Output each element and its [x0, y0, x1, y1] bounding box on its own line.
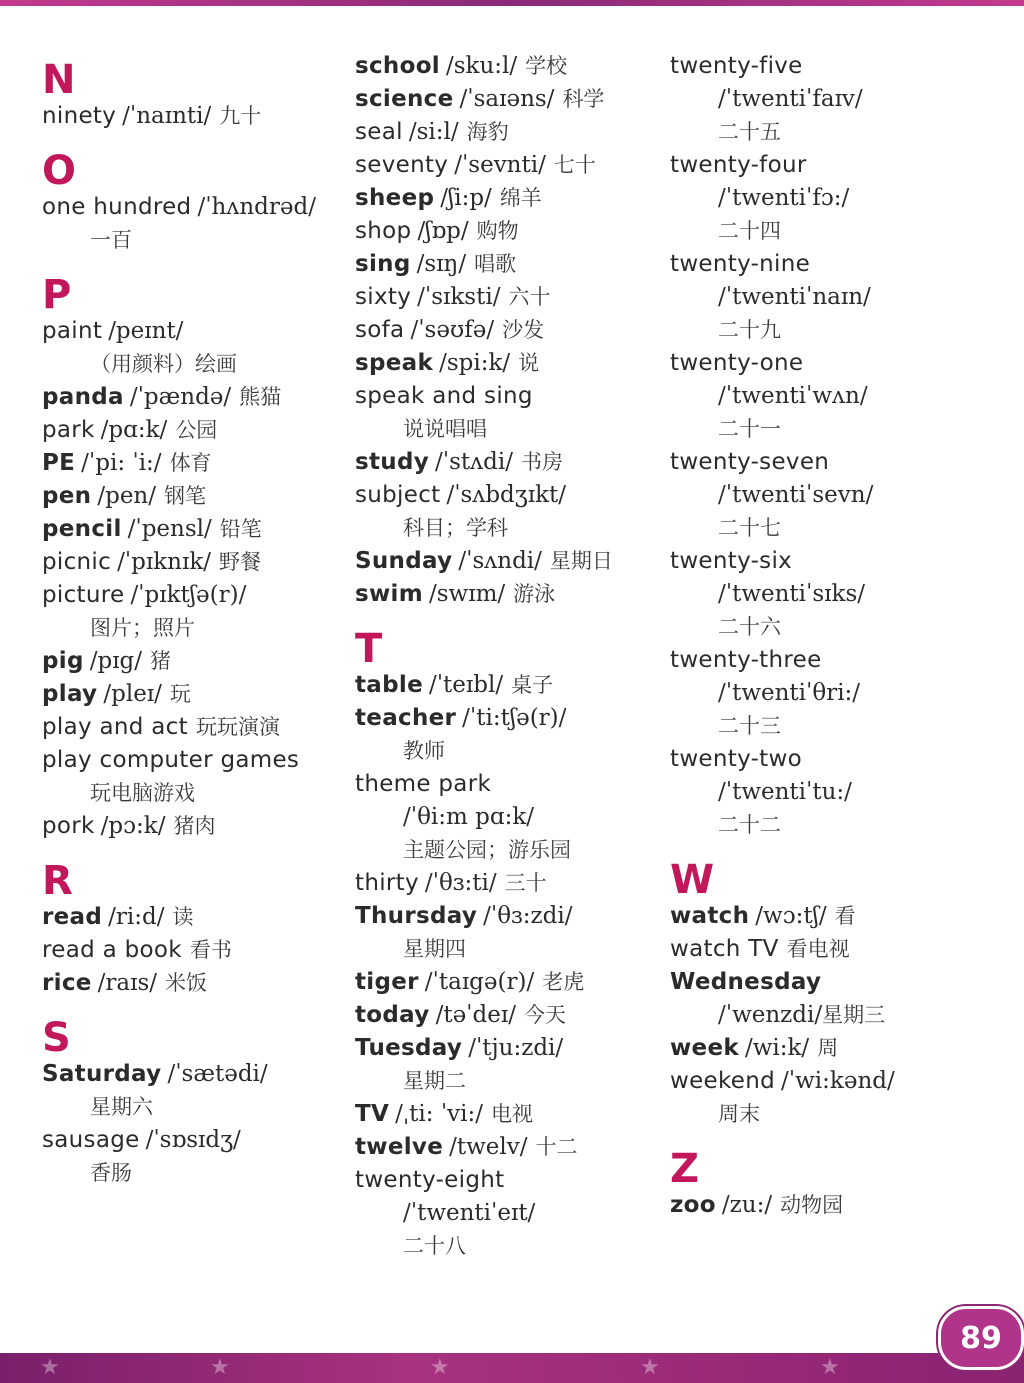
glossary-entry: [355, 83, 655, 116]
entry-phonetic: /ˌti: ˈvi:/: [395, 1101, 483, 1127]
entry-translation: 看: [834, 904, 856, 928]
letter-section: [355, 50, 655, 611]
entry-phonetic: /raɪs/: [97, 970, 158, 996]
letter-section: [42, 148, 342, 257]
entry-word: read: [42, 904, 103, 930]
entry-translation: 铅笔: [219, 517, 262, 541]
glossary-entry: [355, 966, 655, 999]
bottom-decorative-band: [0, 1353, 1024, 1383]
entry-translation: 七十: [553, 153, 596, 177]
entry-translation: 教师: [403, 739, 445, 763]
entry-word: tiger: [355, 969, 419, 995]
entry-translation: 公园: [175, 418, 218, 442]
glossary-entry: [670, 743, 1000, 842]
entry-phonetic: /ˈtwentiˈeɪt/: [403, 1200, 536, 1226]
entry-translation: 说: [518, 351, 540, 375]
entry-phonetic: /ˈtaɪgə(r)/: [424, 969, 535, 995]
entry-word: school: [355, 53, 440, 79]
entry-word: twenty-seven: [670, 449, 830, 475]
entry-translation: 科目；学科: [403, 516, 508, 540]
entry-phonetic: /ˈθi:m pɑ:k/: [403, 804, 535, 830]
entry-phonetic: /ˈtju:zdi/: [468, 1035, 564, 1061]
entry-translation: 唱歌: [474, 252, 517, 276]
entry-translation: 玩电脑游戏: [90, 781, 195, 805]
entry-translation: 香肠: [90, 1161, 132, 1185]
glossary-entry: [42, 315, 342, 381]
entry-word: pencil: [42, 516, 122, 542]
entry-translation: 购物: [476, 219, 519, 243]
glossary-entry: [355, 116, 655, 149]
entry-translation: 二十二: [718, 813, 781, 837]
star-decoration-icon: ★: [640, 1355, 660, 1380]
entry-phonetic: /ˈθɜ:zdi/: [483, 903, 573, 929]
entry-word: twenty-six: [670, 548, 793, 574]
entry-phonetic: /ˈtwentiˈsɪks/: [718, 581, 865, 607]
entry-word: shop: [355, 218, 412, 244]
entry-word: sausage: [42, 1127, 140, 1153]
entry-translation: （用颜料）绘画: [90, 352, 237, 376]
entry-continuation: [42, 1091, 342, 1124]
star-decoration-icon: ★: [40, 1355, 60, 1380]
entry-translation: 玩: [169, 682, 191, 706]
entry-continuation: [670, 380, 1000, 413]
entry-word: twenty-one: [670, 350, 804, 376]
entry-phonetic: /ˈstʌdi/: [435, 449, 513, 475]
section-letter-heading: Z: [670, 1146, 700, 1192]
entry-phonetic: /zu:/: [721, 1192, 773, 1218]
entry-word: sofa: [355, 317, 405, 343]
glossary-column-1: [42, 50, 342, 1208]
glossary-column-2: [355, 50, 655, 1281]
entry-phonetic: /wɔ:tʃ/: [755, 903, 827, 929]
entry-word: TV: [355, 1101, 390, 1127]
entry-translation: 星期四: [403, 937, 466, 961]
entry-continuation: [670, 512, 1000, 545]
glossary-entry: [355, 479, 655, 545]
entry-phonetic: /ˈtwentiˈtu:/: [718, 779, 852, 805]
top-decorative-band: [0, 0, 1024, 6]
glossary-entry: [355, 347, 655, 380]
entry-translation: 二十五: [718, 120, 781, 144]
section-letter-heading: P: [42, 272, 72, 318]
entry-phonetic: /pɪg/: [89, 648, 143, 674]
entry-word: table: [355, 672, 423, 698]
entry-word: twenty-two: [670, 746, 802, 772]
entry-continuation: [670, 578, 1000, 611]
entry-word: play computer games: [42, 747, 300, 773]
glossary-column-3: [670, 50, 1000, 1240]
entry-translation: 游泳: [513, 582, 556, 606]
entry-phonetic: /ˈwenzdi/: [718, 1002, 823, 1028]
entry-phonetic: /ˈteɪbl/: [428, 672, 504, 698]
glossary-entry: [42, 810, 342, 843]
glossary-entry: [355, 545, 655, 578]
entry-continuation: [42, 777, 342, 810]
entry-phonetic: /pen/: [97, 483, 156, 509]
entry-word: twenty-five: [670, 53, 803, 79]
entry-phonetic: /ˈpɪknɪk/: [117, 549, 212, 575]
entry-word: sing: [355, 251, 411, 277]
glossary-entry: [355, 1032, 655, 1098]
entry-phonetic: /ˈpændə/: [129, 384, 232, 410]
entry-continuation: [42, 224, 342, 257]
entry-phonetic: /ˈsevnti/: [454, 152, 546, 178]
entry-word: play: [42, 681, 98, 707]
entry-phonetic: /peɪnt/: [108, 318, 184, 344]
section-letter-heading: R: [42, 858, 73, 904]
glossary-entry: [670, 248, 1000, 347]
entry-word: today: [355, 1002, 430, 1028]
entry-word: science: [355, 86, 454, 112]
entry-continuation: [355, 933, 655, 966]
glossary-entry: [355, 768, 655, 867]
entry-word: PE: [42, 450, 76, 476]
entry-continuation: [355, 735, 655, 768]
entry-phonetic: /ˈpensl/: [127, 516, 212, 542]
entry-continuation: [355, 1197, 655, 1230]
entry-phonetic: /ʃɒp/: [417, 218, 469, 244]
glossary-entry: [42, 967, 342, 1000]
entry-translation: 六十: [508, 285, 551, 309]
glossary-entry: [670, 933, 1000, 966]
glossary-entry: [42, 381, 342, 414]
entry-continuation: [670, 215, 1000, 248]
glossary-entry: [355, 182, 655, 215]
glossary-entry: [670, 900, 1000, 933]
letter-section: [670, 50, 1000, 842]
entry-phonetic: /ri:d/: [108, 904, 165, 930]
glossary-entry: [42, 678, 342, 711]
glossary-entry: [42, 100, 342, 133]
entry-word: sixty: [355, 284, 412, 310]
glossary-entry: [355, 669, 655, 702]
entry-word: swim: [355, 581, 423, 607]
entry-translation: 书房: [520, 450, 563, 474]
page-number-badge: [938, 1306, 1024, 1370]
entry-translation: 桌子: [511, 673, 554, 697]
glossary-entry: [42, 711, 342, 744]
glossary-entry: [42, 1058, 342, 1124]
entry-continuation: [670, 999, 1000, 1032]
entry-phonetic: /ˈnaɪnti/: [122, 103, 212, 129]
entry-word: sheep: [355, 185, 435, 211]
glossary-entry: [42, 191, 342, 257]
entry-translation: 绵羊: [499, 186, 542, 210]
entry-translation: 星期三: [822, 1003, 886, 1027]
glossary-entry: [42, 579, 342, 645]
entry-phonetic: /ˈtwentiˈsevn/: [718, 482, 874, 508]
entry-word: twenty-eight: [355, 1167, 505, 1193]
entry-phonetic: /təˈdeɪ/: [435, 1002, 516, 1028]
entry-phonetic: /ˈsəʊfə/: [410, 317, 495, 343]
star-decoration-icon: ★: [210, 1355, 230, 1380]
entry-translation: 二十四: [718, 219, 781, 243]
entry-continuation: [670, 479, 1000, 512]
entry-phonetic: /sku:l/: [445, 53, 518, 79]
glossary-entry: [355, 900, 655, 966]
glossary-entry: [355, 314, 655, 347]
glossary-entry: [670, 1065, 1000, 1131]
letter-section: [42, 858, 342, 1000]
entry-translation: 猪肉: [173, 814, 216, 838]
glossary-entry: [42, 934, 342, 967]
entry-phonetic: /ˈsɒsɪdʒ/: [145, 1127, 241, 1153]
entry-phonetic: /sɪŋ/: [416, 251, 467, 277]
section-letter-heading: O: [42, 148, 77, 194]
glossary-entry: [670, 545, 1000, 644]
entry-phonetic: /si:l/: [408, 119, 459, 145]
glossary-entry: [670, 644, 1000, 743]
entry-translation: 科学: [562, 87, 605, 111]
entry-translation: 沙发: [502, 318, 545, 342]
entry-continuation: [670, 1098, 1000, 1131]
glossary-entry: [670, 347, 1000, 446]
entry-continuation: [355, 1230, 655, 1263]
entry-word: park: [42, 417, 95, 443]
glossary-entry: [42, 447, 342, 480]
entry-word: one hundred: [42, 194, 192, 220]
entry-phonetic: /ˈsɪksti/: [417, 284, 501, 310]
entry-continuation: [670, 83, 1000, 116]
entry-translation: 周: [817, 1036, 839, 1060]
entry-translation: 十二: [535, 1135, 578, 1159]
glossary-entry: [355, 281, 655, 314]
entry-word: pork: [42, 813, 95, 839]
glossary-entry: [42, 480, 342, 513]
entry-translation: 二十六: [718, 615, 781, 639]
entry-word: twenty-nine: [670, 251, 811, 277]
entry-translation: 二十八: [403, 1234, 466, 1258]
entry-translation: 熊猫: [239, 385, 282, 409]
entry-translation: 电视: [491, 1102, 533, 1126]
entry-translation: 玩玩演演: [195, 715, 280, 739]
glossary-entry: [355, 702, 655, 768]
entry-translation: 星期日: [549, 549, 613, 573]
glossary-entry: [670, 50, 1000, 149]
entry-word: speak: [355, 350, 434, 376]
entry-word: panda: [42, 384, 124, 410]
entry-phonetic: /ˈsʌbdʒɪkt/: [446, 482, 567, 508]
entry-word: picture: [42, 582, 125, 608]
entry-continuation: [355, 1065, 655, 1098]
entry-continuation: [670, 116, 1000, 149]
entry-word: Saturday: [42, 1061, 162, 1087]
entry-phonetic: /ˈtwentiˈfaɪv/: [718, 86, 863, 112]
entry-translation: 二十九: [718, 318, 781, 342]
entry-phonetic: /pɔ:k/: [100, 813, 166, 839]
entry-translation: 二十七: [718, 516, 781, 540]
entry-translation: 看书: [189, 938, 232, 962]
star-decoration-icon: ★: [430, 1355, 450, 1380]
section-letter-heading: T: [355, 626, 383, 672]
entry-word: speak and sing: [355, 383, 533, 409]
entry-word: twenty-three: [670, 647, 822, 673]
glossary-entry: [355, 446, 655, 479]
glossary-entry: [42, 1124, 342, 1190]
entry-phonetic: /ˈti:tʃə(r)/: [462, 705, 567, 731]
glossary-entry: [355, 578, 655, 611]
entry-phonetic: /ˈtwentiˈwʌn/: [718, 383, 868, 409]
entry-word: seventy: [355, 152, 449, 178]
entry-continuation: [670, 677, 1000, 710]
entry-phonetic: /ˈsʌndi/: [458, 548, 542, 574]
letter-section: [42, 272, 342, 843]
entry-translation: 周末: [718, 1102, 760, 1126]
entry-phonetic: /pɑ:k/: [100, 417, 168, 443]
entry-translation: 海豹: [466, 120, 509, 144]
entry-word: Thursday: [355, 903, 478, 929]
glossary-entry: [355, 248, 655, 281]
glossary-entry: [355, 867, 655, 900]
entry-translation: 读: [172, 905, 194, 929]
glossary-entry: [355, 215, 655, 248]
entry-word: pig: [42, 648, 84, 674]
entry-translation: 星期六: [90, 1095, 153, 1119]
entry-translation: 二十一: [718, 417, 781, 441]
entry-word: weekend: [670, 1068, 776, 1094]
entry-continuation: [670, 182, 1000, 215]
entry-word: rice: [42, 970, 92, 996]
entry-translation: 主题公园；游乐园: [403, 838, 571, 862]
entry-word: theme park: [355, 771, 492, 797]
entry-phonetic: /ˈwi:kənd/: [781, 1068, 895, 1094]
entry-translation: 二十三: [718, 714, 781, 738]
entry-continuation: [670, 314, 1000, 347]
glossary-entry: [355, 50, 655, 83]
section-letter-heading: N: [42, 57, 76, 103]
entry-continuation: [670, 776, 1000, 809]
entry-translation: 钢笔: [164, 484, 206, 508]
entry-word: read a book: [42, 937, 182, 963]
entry-phonetic: /twelv/: [449, 1134, 528, 1160]
glossary-entry: [355, 999, 655, 1032]
entry-phonetic: /ˈtwentiˈfɔ:/: [718, 185, 850, 211]
entry-continuation: [670, 611, 1000, 644]
entry-continuation: [355, 413, 655, 446]
entry-word: picnic: [42, 549, 112, 575]
letter-section: [670, 857, 1000, 1131]
letter-section: [42, 57, 342, 133]
entry-word: Tuesday: [355, 1035, 463, 1061]
entry-phonetic: /ˈtwentiˈnaɪn/: [718, 284, 871, 310]
entry-translation: 猪: [150, 649, 172, 673]
page-number: 89: [960, 1320, 1002, 1356]
entry-phonetic: /ʃi:p/: [440, 185, 492, 211]
entry-word: teacher: [355, 705, 457, 731]
entry-translation: 动物园: [780, 1193, 844, 1217]
entry-translation: 老虎: [542, 970, 585, 994]
entry-word: subject: [355, 482, 441, 508]
entry-translation: 星期二: [403, 1069, 466, 1093]
entry-phonetic: /swɪm/: [429, 581, 506, 607]
entry-translation: 体育: [169, 451, 212, 475]
entry-phonetic: /spi:k/: [439, 350, 511, 376]
glossary-entry: [355, 1131, 655, 1164]
entry-phonetic: /pleɪ/: [103, 681, 162, 707]
entry-translation: 图片；照片: [90, 616, 195, 640]
glossary-entry: [355, 149, 655, 182]
letter-section: [355, 626, 655, 1263]
entry-word: Sunday: [355, 548, 453, 574]
entry-phonetic: /ˈθɜ:ti/: [424, 870, 497, 896]
entry-continuation: [355, 834, 655, 867]
glossary-entry: [42, 744, 342, 810]
entry-translation: 说说唱唱: [403, 417, 487, 441]
entry-continuation: [42, 612, 342, 645]
entry-word: thirty: [355, 870, 419, 896]
glossary-entry: [42, 901, 342, 934]
entry-word: seal: [355, 119, 403, 145]
entry-continuation: [670, 710, 1000, 743]
entry-word: play and act: [42, 714, 188, 740]
entry-word: twelve: [355, 1134, 444, 1160]
glossary-entry: [670, 1032, 1000, 1065]
entry-word: ninety: [42, 103, 117, 129]
letter-section: [42, 1015, 342, 1190]
entry-translation: 野餐: [219, 550, 262, 574]
star-decoration-icon: ★: [820, 1355, 840, 1380]
glossary-entry: [42, 546, 342, 579]
entry-continuation: [670, 413, 1000, 446]
glossary-entry: [670, 966, 1000, 1032]
entry-word: study: [355, 449, 430, 475]
glossary-entry: [42, 414, 342, 447]
entry-translation: 学校: [525, 54, 568, 78]
entry-word: week: [670, 1035, 739, 1061]
glossary-entry: [670, 1189, 1000, 1222]
glossary-entry: [42, 513, 342, 546]
entry-word: twenty-four: [670, 152, 807, 178]
entry-continuation: [42, 1157, 342, 1190]
letter-section: [670, 1146, 1000, 1222]
section-letter-heading: W: [670, 857, 715, 903]
entry-continuation: [670, 281, 1000, 314]
glossary-entry: [42, 645, 342, 678]
entry-phonetic: /ˈpɪktʃə(r)/: [130, 582, 247, 608]
entry-phonetic: /ˈsaɪəns/: [459, 86, 555, 112]
entry-phonetic: /wi:k/: [744, 1035, 810, 1061]
glossary-entry: [670, 446, 1000, 545]
section-letter-heading: S: [42, 1015, 71, 1061]
entry-translation: 三十: [504, 871, 547, 895]
entry-translation: 一百: [90, 228, 132, 252]
entry-phonetic: /ˈtwentiˈθri:/: [718, 680, 861, 706]
entry-translation: 九十: [219, 104, 262, 128]
glossary-entry: [355, 1098, 655, 1131]
entry-translation: 今天: [523, 1003, 566, 1027]
entry-word: pen: [42, 483, 92, 509]
entry-word: watch: [670, 903, 750, 929]
entry-translation: 米饭: [165, 971, 208, 995]
entry-phonetic: /ˈsætədi/: [167, 1061, 268, 1087]
entry-word: watch TV: [670, 936, 779, 962]
glossary-entry: [355, 1164, 655, 1263]
entry-phonetic: /ˈhʌndrəd/: [197, 194, 316, 220]
entry-continuation: [42, 348, 342, 381]
glossary-entry: [355, 380, 655, 446]
entry-word: zoo: [670, 1192, 716, 1218]
entry-phonetic: /ˈpi: ˈi:/: [81, 450, 162, 476]
entry-translation: 看电视: [786, 937, 850, 961]
entry-continuation: [355, 801, 655, 834]
glossary-entry: [670, 149, 1000, 248]
entry-word: paint: [42, 318, 103, 344]
entry-continuation: [670, 809, 1000, 842]
entry-word: Wednesday: [670, 969, 822, 995]
entry-continuation: [355, 512, 655, 545]
